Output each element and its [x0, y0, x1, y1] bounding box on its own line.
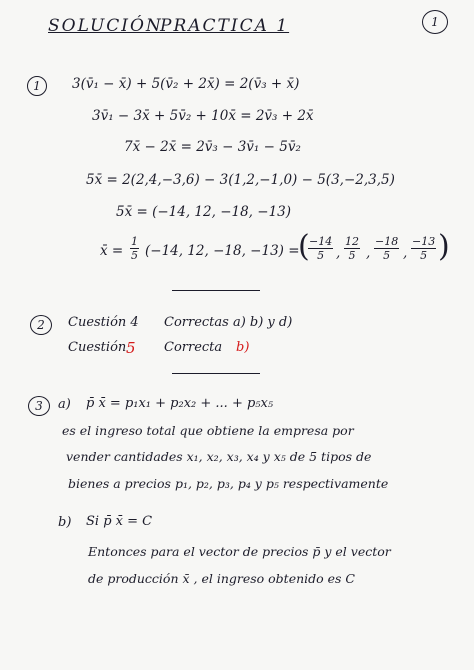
fraction-4-num: −13 — [412, 235, 436, 248]
question-5-number: 5 — [126, 339, 136, 357]
ex1-line-1: 3(v̄₁ − x̄) + 5(v̄₂ + 2x̄) = 2(v̄₃ + x̄) — [72, 76, 300, 92]
title-solution: SOLUCIÓN — [48, 16, 163, 36]
fraction-1-num: −14 — [309, 235, 333, 248]
part-b-equation: Si p̄ x̄ = C — [86, 514, 153, 529]
one-fifth-denominator: 5 — [131, 249, 138, 262]
section-divider-2 — [172, 373, 260, 374]
fraction-2 — [344, 235, 360, 262]
part-a-text-3: bienes a precios p₁, p₂, p₃, p₄ y p₅ respectivamente — [68, 476, 389, 491]
question-4-answer: Correctas a) b) y d) — [164, 315, 293, 330]
exercise-3-number: 3 — [28, 396, 50, 416]
fraction-4 — [411, 235, 436, 262]
section-divider-1 — [172, 290, 260, 291]
part-a-text-1: es el ingreso total que obtiene la empresa por — [62, 423, 354, 438]
left-paren: ( — [298, 229, 310, 264]
exercise-2-number: 2 — [30, 315, 52, 335]
page-number: 1 — [422, 10, 448, 34]
question-4-label: Cuestión 4 — [68, 315, 139, 330]
part-a-equation: p̄ x̄ = p₁x₁ + p₂x₂ + ... + p₅x₅ — [86, 396, 274, 411]
ex1-line-5: 5x̄ = (−14, 12, −18, −13) — [116, 204, 292, 220]
part-b-text-2: de producción x̄ , el ingreso obtenido es C — [88, 571, 355, 586]
fraction-2-num: 12 — [345, 235, 359, 248]
ex1-line-6-prefix: x̄ = — [100, 243, 124, 259]
one-fifth-numerator: 1 — [131, 235, 138, 248]
part-b-label: b) — [58, 515, 72, 530]
exercise-1-number: 1 — [27, 76, 47, 96]
fraction-3 — [374, 235, 399, 262]
ex1-line-2: 3v̄₁ − 3x̄ + 5v̄₂ + 10x̄ = 2v̄₃ + 2x̄ — [92, 108, 314, 124]
ex1-one-fifth — [130, 235, 139, 262]
comma-2: , — [366, 245, 371, 261]
question-5-answer: b) — [236, 340, 250, 355]
right-paren: ) — [438, 229, 450, 264]
part-a-label: a) — [58, 397, 71, 412]
fraction-3-den: 5 — [383, 249, 391, 262]
fraction-1 — [308, 235, 333, 262]
fraction-1-den: 5 — [317, 249, 325, 262]
ex1-line-3: 7x̄ − 2x̄ = 2v̄₃ − 3v̄₁ − 5v̄₂ — [124, 139, 301, 155]
question-5-correct-label: Correcta — [164, 340, 223, 355]
comma-3: , — [403, 245, 408, 261]
question-5-label: Cuestión — [68, 340, 127, 355]
title-practice: PRACTICA 1 — [160, 16, 290, 36]
fraction-3-num: −18 — [375, 235, 399, 248]
comma-1: , — [336, 245, 341, 261]
ex1-line-4: 5x̄ = 2(2,4,−3,6) − 3(1,2,−1,0) − 5(3,−2,3,5) — [86, 172, 395, 188]
fraction-2-den: 5 — [348, 249, 356, 262]
fraction-4-den: 5 — [420, 249, 428, 262]
part-a-text-2: vender cantidades x₁, x₂, x₃, x₄ y x₅ de 5 tipos de — [66, 449, 372, 464]
part-b-text-1: Entonces para el vector de precios p̄ y el vector — [88, 544, 391, 559]
ex1-line-6-middle: (−14, 12, −18, −13) = — [145, 243, 300, 259]
